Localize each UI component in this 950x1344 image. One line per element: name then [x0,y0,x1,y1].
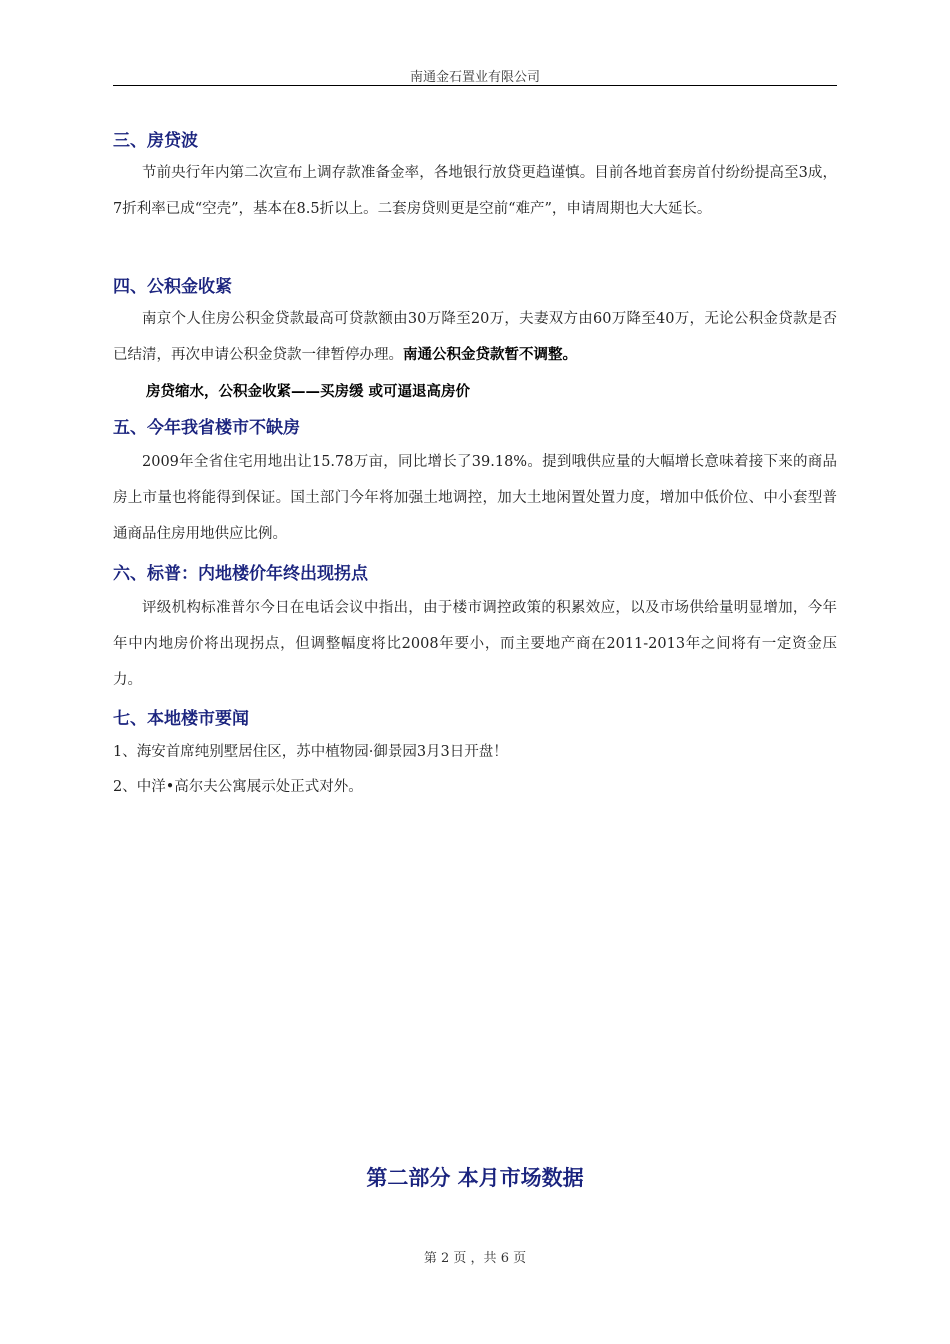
part-two-title: 第二部分 本月市场数据 [366,1166,584,1190]
news-item-2: 2、中洋•高尔夫公寓展示处正式对外。 [113,779,363,795]
section-5-heading: 五、今年我省楼市不缺房 [113,418,300,438]
section-6-heading: 六、标普：内地楼价年终出现拐点 [113,564,368,584]
section-4-heading: 四、公积金收紧 [113,277,232,297]
section-3-body: 节前央行年内第二次宣布上调存款准备金率，各地银行放贷更趋谨慎。目前各地首套房首付纷纷提高至3成，7折利率已成“空壳”，基本在8.5折以上。二套房贷则更是空前“难产”，申请周期也大大延长。 [113,165,837,217]
page-footer-number: 第 2 页 ，共 6 页 [423,1251,527,1266]
section-7-heading: 七、本地楼市要闻 [113,709,249,729]
section-4-body [113,301,837,373]
section-4-body-emphasis: 南通公积金贷款暂不调整。 [403,347,577,363]
section-4-subtitle: 房贷缩水，公积金收紧——买房缓 或可逼退高房价 [146,384,471,400]
header-divider [113,85,837,86]
section-6-body: 评级机构标准普尔今日在电话会议中指出，由于楼市调控政策的积累效应，以及市场供给量明显增加，今年年中内地房价将出现拐点，但调整幅度将比2008年要小，而主要地产商在2011-2013年之间将有一定资金压力。 [113,600,837,688]
section-5-body: 2009年全省住宅用地出让15.78万亩，同比增长了39.18%。提到哦供应量的大幅增长意味着接下来的商品房上市量也将能得到保证。国土部门今年将加强土地调控，加大土地闲置处置力度，增加中低价位、中小套型普通商品住房用地供应比例。 [113,454,837,542]
page-header-company: 南通金石置业有限公司 [409,70,540,85]
news-item-1: 1、海安首席纯别墅居住区，苏中植物园·御景园3月3日开盘！ [113,744,508,760]
section-3-heading: 三、房贷波 [113,131,198,151]
section-4-body-text: 南京个人住房公积金贷款最高可贷款额由30万降至20万，夫妻双方由60万降至40万，无论公积金贷款是否已结清，再次申请公积金贷款一律暂停办理。 [113,311,837,363]
